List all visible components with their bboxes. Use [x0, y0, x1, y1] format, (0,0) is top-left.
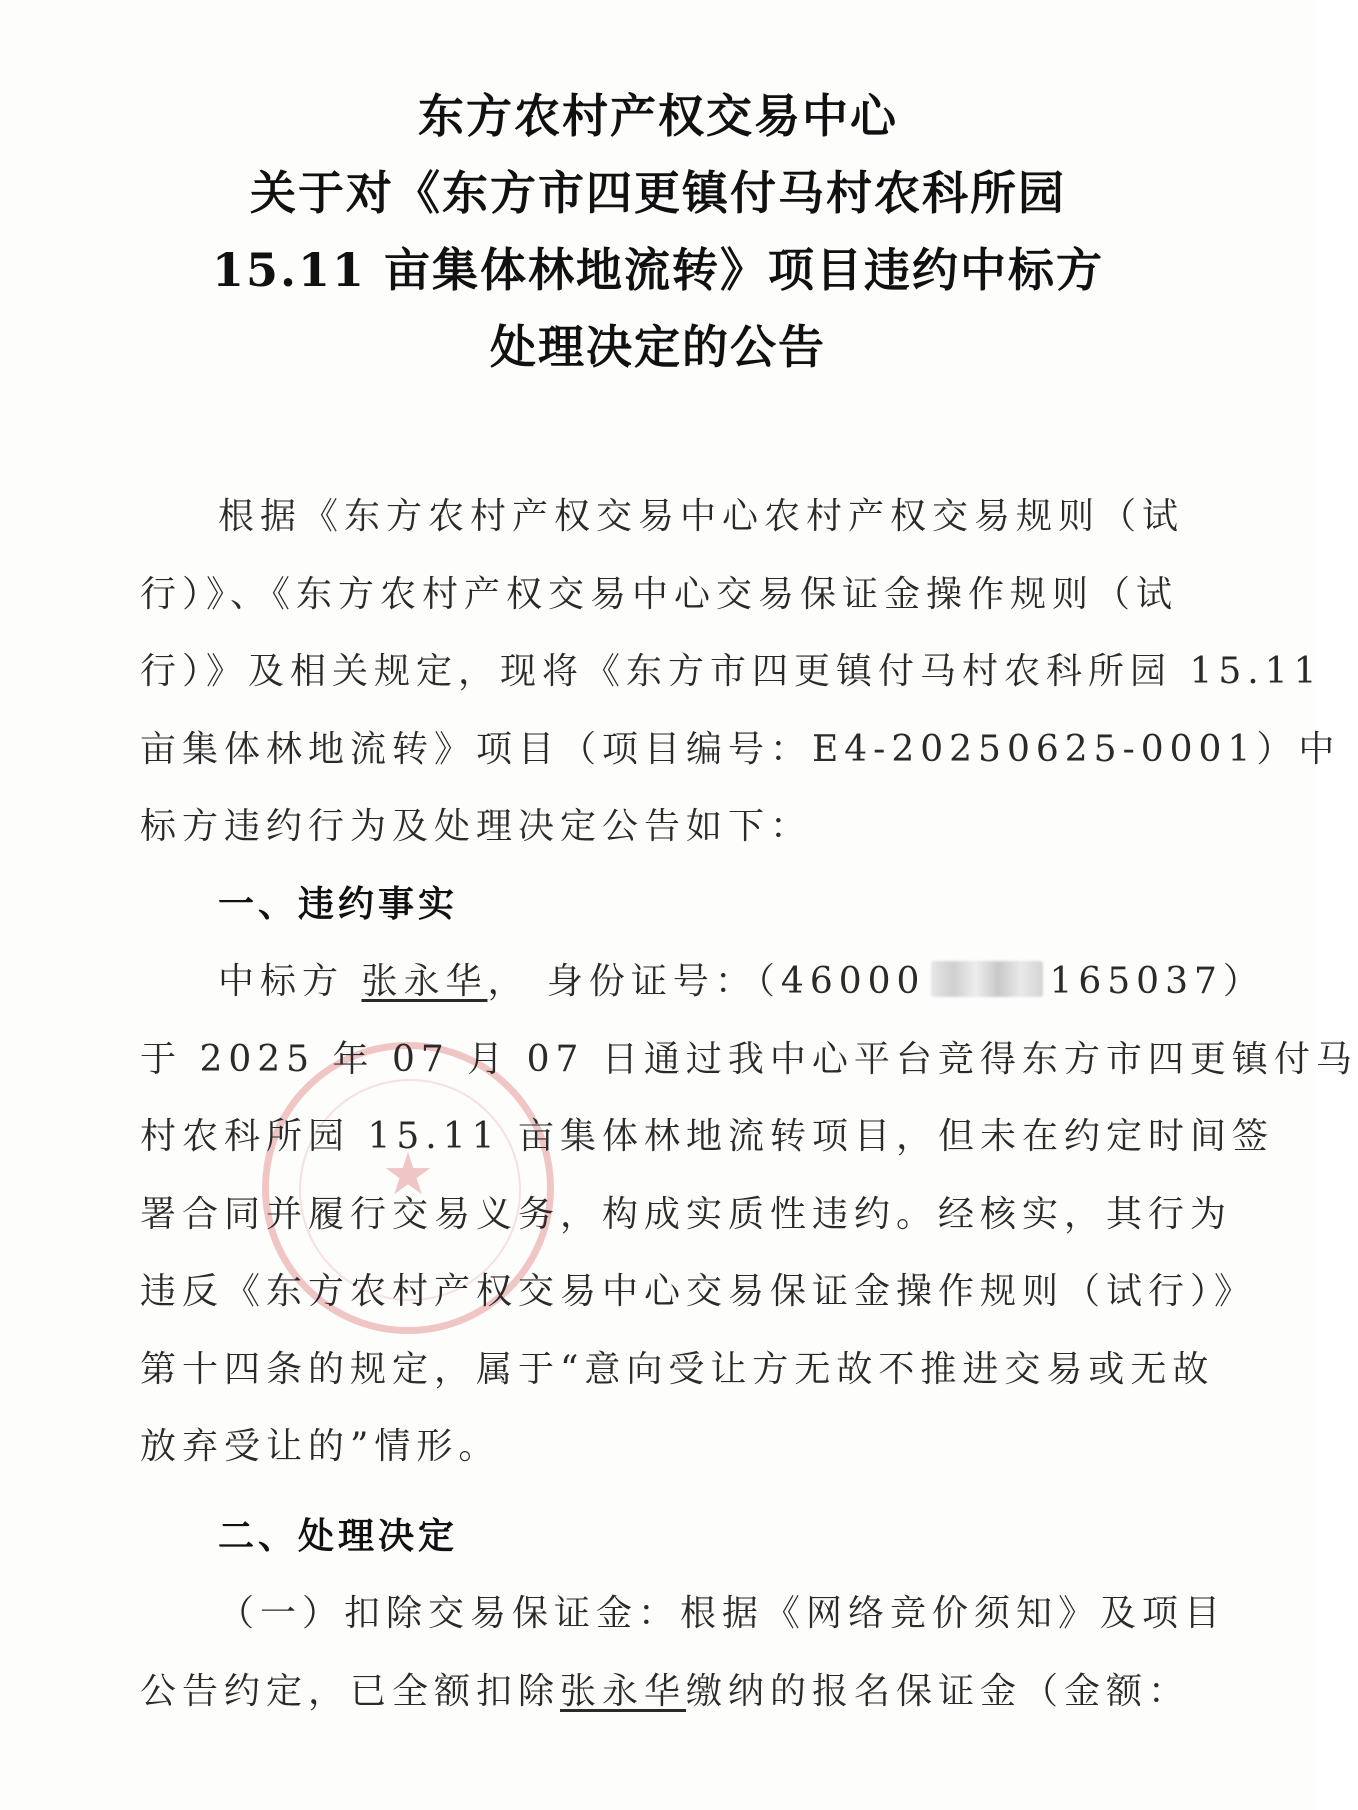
fact-line-6: 第十四条的规定，属于“意向受让方无故不推进交易或无故 — [140, 1348, 1215, 1390]
id-number-label: ， 身份证号：（ — [487, 961, 781, 1002]
title-line-2: 关于对《东方市四更镇付马村农科所园 — [250, 166, 1066, 220]
fact-prefix: 中标方 — [218, 961, 362, 1002]
fact-line-4: 署合同并履行交易义务，构成实质性违约。经核实，其行为 — [140, 1193, 1233, 1235]
decision-line-1: （一）扣除交易保证金：根据《网络竞价须知》及项目 — [218, 1593, 1227, 1634]
title-line-4: 处理决定的公告 — [490, 320, 826, 374]
id-number-end: 165037） — [1049, 961, 1265, 1002]
notice-title — [0, 78, 1316, 386]
fact-line-2: 于 2025 年 07 月 07 日通过我中心平台竞得东方市四更镇付马 — [140, 1038, 1358, 1080]
winning-bidder-name: 张永华 — [361, 961, 488, 1002]
title-line-1: 东方农村产权交易中心 — [418, 89, 898, 143]
id-number-start: 46000 — [780, 961, 926, 1002]
redacted-id-segment — [931, 961, 1043, 997]
intro-line-3: 行）》及相关规定，现将《东方市四更镇付马村农科所园 15.11 — [140, 651, 1323, 692]
decision-bidder-name: 张永华 — [560, 1670, 687, 1712]
seal-star-icon: ★ — [382, 1140, 434, 1208]
fact-line-1 — [140, 943, 1265, 1021]
decision-line-2 — [140, 1653, 1191, 1731]
title-line-3: 15.11 亩集体林地流转》项目违约中标方 — [211, 243, 1105, 297]
fact-line-3: 村农科所园 15.11 亩集体林地流转项目，但未在约定时间签 — [140, 1116, 1274, 1157]
intro-line-5: 标方违约行为及处理决定公告如下： — [140, 806, 813, 847]
section-heading-decision: 二、处理决定 — [218, 1515, 459, 1557]
decision-line-2-prefix: 公告约定，已全额扣除 — [140, 1670, 561, 1712]
fact-line-7: 放弃受让的”情形。 — [140, 1426, 501, 1467]
notice-body — [140, 478, 1358, 1730]
decision-line-2-suffix: 缴纳的报名保证金（金额： — [686, 1670, 1191, 1712]
fact-line-5: 违反《东方农村产权交易中心交易保证金操作规则（试行）》 — [140, 1271, 1257, 1312]
intro-line-1: 根据《东方农村产权交易中心农村产权交易规则（试 — [218, 496, 1185, 537]
intro-line-2: 行）》、《东方农村产权交易中心交易保证金操作规则（试 — [140, 573, 1179, 615]
section-heading-breach-facts: 一、违约事实 — [218, 883, 459, 925]
intro-line-4: 亩集体林地流转》项目（项目编号：E4-20250625-0001）中 — [140, 728, 1341, 770]
